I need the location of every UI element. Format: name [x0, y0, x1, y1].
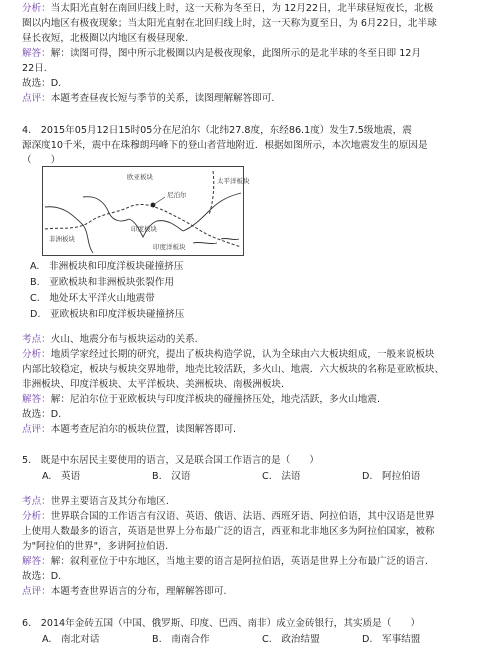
- comment-label: 点评：: [22, 93, 51, 104]
- analysis-line: [22, 510, 492, 525]
- comment-line: [22, 423, 492, 438]
- map-label: 印度洋板块: [153, 243, 186, 251]
- map-label: 太平洋板块: [217, 177, 250, 185]
- map-label: 非洲板块: [49, 235, 75, 243]
- point-text: 世界主要语言及其分布地区.: [50, 496, 169, 507]
- answer-label: 解答：: [22, 394, 51, 405]
- analysis-label: 分析：: [22, 349, 51, 360]
- comment-line: [22, 585, 492, 600]
- option-d[interactable]: D. 亚欧板块和印度洋板块碰撞挤压: [30, 309, 185, 320]
- question-4-stem: 源深度10千米，震中在珠穆朗玛峰下的登山者营地附近．根据如图所示，本次地震发生的原因是: [22, 140, 428, 151]
- comment-label: 点评：: [22, 586, 51, 597]
- analysis-line: [22, 348, 492, 363]
- map-label: 印度板块: [131, 225, 157, 233]
- choice-line: 故选：D.: [22, 571, 62, 582]
- option-a[interactable]: A. 英语: [42, 471, 81, 482]
- option-b[interactable]: B. 亚欧板块和非洲板块张裂作用: [30, 277, 174, 288]
- plate-map: [42, 166, 250, 256]
- option-d[interactable]: D. 军事结盟: [362, 634, 421, 645]
- plate-boundary: [209, 171, 214, 215]
- option-a[interactable]: A. 南北对话: [42, 634, 100, 645]
- option-d[interactable]: D. 阿拉伯语: [362, 471, 421, 482]
- answer-text: 解：叙利亚位于中东地区，当地主要的语言是阿拉伯语，英语是世界上分布最广泛的语言.: [50, 556, 428, 567]
- point-label: 考点：: [22, 334, 51, 345]
- answer-text: 解：读图可得，图中所示北极圈以内是极夜现象，此图所示的是北半球的冬至日即 12月: [50, 48, 422, 59]
- comment-text: 本题考查世界语言的分布，理解解答即可.: [50, 586, 227, 597]
- plate-map-figure: [43, 167, 250, 255]
- analysis-line: 非洲板块、印度洋板块、太平洋板块、美洲板块、南极洲板块.: [22, 379, 285, 390]
- choice-line: 故选：D.: [22, 409, 62, 420]
- analysis-line: 内部比较稳定，板块与板块交界地带，地壳比较活跃，多火山、地震．六大板块的名称是亚欧板块、: [22, 364, 445, 375]
- option-c[interactable]: C. 法语: [262, 471, 301, 482]
- point-line: [22, 333, 492, 348]
- question-5-stem: 5. 既是中东居民主要使用的语言，又是联合国工作语言的是（ ）: [22, 455, 319, 466]
- analysis-line: 上使用人数最多的语言，英语是世界上分布最广泛的语言，西亚和北非地区多为阿拉伯国家，被称: [22, 526, 435, 537]
- question-4-stem: （ ）: [22, 155, 61, 166]
- comment-text: 本题考查尼泊尔的板块位置，读图解答即可.: [50, 424, 237, 435]
- comment-text: 本题考查昼夜长短与季节的关系，读图理解解答即可.: [50, 93, 275, 104]
- map-label: 欧亚板块: [127, 173, 153, 181]
- answer-line: 22日.: [22, 63, 47, 74]
- map-label: 尼泊尔: [167, 191, 187, 199]
- point-line: [22, 495, 492, 510]
- analysis-text: 世界联合国的工作语言有汉语、英语、俄语、法语、西班牙语、阿拉伯语，其中汉语是世界: [50, 511, 435, 522]
- question-4-stem: 4. 2015年05月12日15时05分在尼泊尔（北纬27.8度，东经86.1度）发生7.5级地震，震: [22, 125, 412, 136]
- answer-label: 解答：: [22, 48, 51, 59]
- answer-line: [22, 393, 492, 408]
- comment-line: [22, 92, 492, 107]
- option-a[interactable]: A. 非洲板块和印度洋板块碰撞挤压: [30, 261, 184, 272]
- option-b[interactable]: B. 南南合作: [152, 634, 210, 645]
- point-text: 火山、地震分布与板块运动的关系.: [50, 334, 198, 345]
- answer-label: 解答：: [22, 556, 51, 567]
- option-c[interactable]: C. 地处环太平洋火山地震带: [30, 293, 155, 304]
- analysis-text: 当太阳光直射在南回归线上时，这一天称为冬至日，为 12月22日，北半球昼短夜长，北极: [50, 3, 434, 14]
- answer-line: [22, 555, 492, 570]
- analysis-line: 昼长夜短，北极圈以内地区有极昼现象.: [22, 33, 189, 44]
- analysis-line: 圈以内地区有极夜现象；当太阳光直射在北回归线上时，这一天称为夏至日，为 6月22日，北半球: [22, 18, 437, 29]
- analysis-label: 分析：: [22, 3, 51, 14]
- question-6-stem: 6. 2014年金砖五国（中国、俄罗斯、印度、巴西、南非）成立金砖银行，其实质是（ ）: [22, 618, 421, 629]
- indonesia-islands: [193, 238, 239, 243]
- option-b[interactable]: B. 汉语: [152, 471, 191, 482]
- analysis-line: [22, 2, 492, 17]
- africa-coast: [45, 207, 93, 253]
- option-c[interactable]: C. 政治结盟: [262, 634, 320, 645]
- analysis-text: 地质学家经过长期的研究，提出了板块构造学说，认为全球由六大板块组成，一般来说板块: [50, 349, 435, 360]
- analysis-line: 为"阿拉伯的世界"，多讲阿拉伯语.: [22, 541, 169, 552]
- answer-line: [22, 47, 492, 62]
- arabia-coast: [83, 197, 129, 221]
- answer-text: 解：尼泊尔位于亚欧板块与印度洋板块的碰撞挤压处，地壳活跃，多火山地震.: [50, 394, 381, 405]
- comment-label: 点评：: [22, 424, 51, 435]
- analysis-label: 分析：: [22, 511, 51, 522]
- point-label: 考点：: [22, 496, 51, 507]
- choice-line: 故选：D.: [22, 78, 62, 89]
